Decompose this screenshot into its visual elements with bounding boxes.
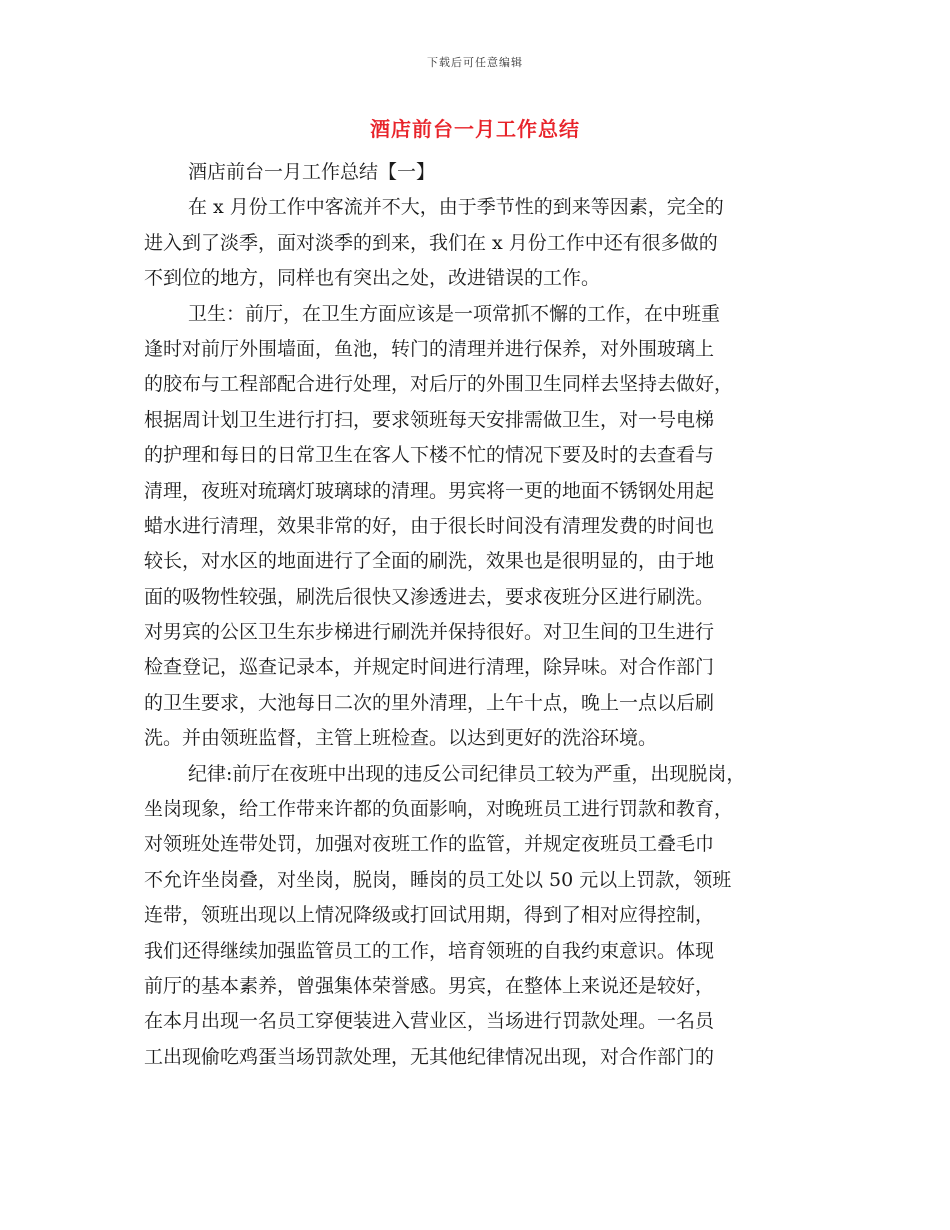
text-line: 纪律:前厅在夜班中出现的违反公司纪律员工较为严重，出现脱岗， xyxy=(188,762,746,785)
text-line: 的卫生要求，大池每日二次的里外清理，上午十点，晚上一点以后刷 xyxy=(144,691,715,714)
text-line: 对领班处连带处罚，加强对夜班工作的监管，并规定夜班员工叠毛巾 xyxy=(144,833,715,856)
text-line: 坐岗现象，给工作带来许都的负面影响，对晚班员工进行罚款和教育， xyxy=(144,798,734,821)
header-note: 下载后可任意编辑 xyxy=(427,56,523,69)
document-body xyxy=(144,155,812,1075)
document-title: 酒店前台一月工作总结 xyxy=(370,117,580,141)
text-line: 卫生：前厅，在卫生方面应该是一项常抓不懈的工作，在中班重 xyxy=(188,302,721,325)
text-line: 连带，领班出现以上情况降级或打回试用期，得到了相对应得控制， xyxy=(144,904,715,927)
text-line: 的护理和每日的日常卫生在客人下楼不忙的情况下要及时的去查看与 xyxy=(144,444,715,467)
text-line: 检查登记，巡查记录本，并规定时间进行清理，除异味。对合作部门 xyxy=(144,656,715,679)
text-line: 不到位的地方，同样也有突出之处，改进错误的工作。 xyxy=(144,267,601,290)
text-line: 不允许坐岗叠，对坐岗，脱岗，睡岗的员工处以 50 元以上罚款，领班 xyxy=(144,868,732,891)
text-line: 酒店前台一月工作总结【一】 xyxy=(188,161,436,183)
text-line: 在 x 月份工作中客流并不大，由于季节性的到来等因素，完全的 xyxy=(188,196,724,219)
text-line: 我们还得继续加强监管员工的工作，培育领班的自我约束意识。体现 xyxy=(144,939,715,962)
text-line: 蜡水进行清理，效果非常的好，由于很长时间没有清理发费的时间也 xyxy=(144,514,715,537)
text-line: 较长，对水区的地面进行了全面的刷洗，效果也是很明显的，由于地 xyxy=(144,550,715,573)
text-line: 对男宾的公区卫生东步梯进行刷洗并保持很好。对卫生间的卫生进行 xyxy=(144,621,715,644)
text-line: 在本月出现一名员工穿便装进入营业区，当场进行罚款处理。一名员 xyxy=(144,1010,715,1033)
text-line: 面的吸物性较强，刷洗后很快又渗透进去，要求夜班分区进行刷洗。 xyxy=(144,585,715,608)
text-line: 工出现偷吃鸡蛋当场罚款处理，无其他纪律情况出现，对合作部门的 xyxy=(144,1045,715,1068)
text-line: 进入到了淡季，面对淡季的到来，我们在 x 月份工作中还有很多做的 xyxy=(144,231,718,254)
text-line: 洗。并由领班监督，主管上班检查。以达到更好的洗浴环境。 xyxy=(144,727,658,750)
text-line: 的胶布与工程部配合进行处理，对后厅的外围卫生同样去坚持去做好， xyxy=(144,373,734,396)
text-line: 清理，夜班对琉璃灯玻璃球的清理。男宾将一更的地面不锈钢处用起 xyxy=(144,479,715,502)
text-line: 逢时对前厅外围墙面，鱼池，转门的清理并进行保养，对外围玻璃上 xyxy=(144,337,715,360)
text-line: 根据周计划卫生进行打扫，要求领班每天安排需做卫生，对一号电梯 xyxy=(144,408,715,431)
text-line: 前厅的基本素养，曾强集体荣誉感。男宾，在整体上来说还是较好， xyxy=(144,974,715,997)
